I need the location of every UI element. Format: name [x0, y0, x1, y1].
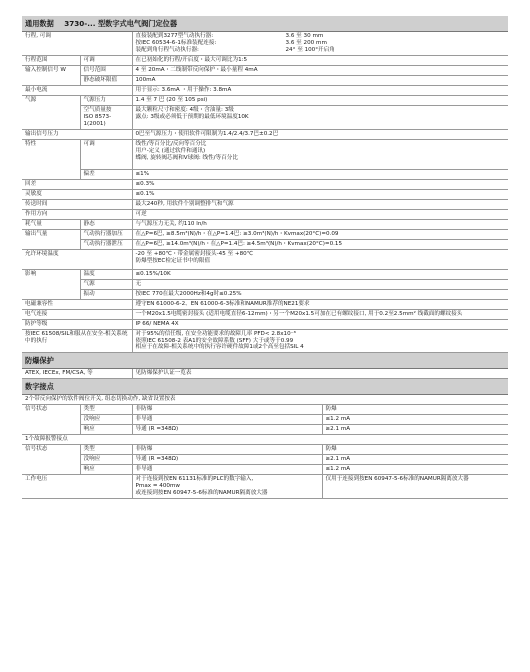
row-output-pressure: 输出信号压力 0巴至气源压力・使用软件可限制为1.4/2.4/3.7巴±0.2巴 [22, 129, 508, 139]
row-signal-resp-2: 响应 非导通 ≤1.2 mA [22, 465, 508, 475]
model-title: 3730-... 型数字式电气阀门定位器 [64, 19, 178, 28]
row-influence-temp: 影响 温度 ≤0.15%/10K [22, 269, 508, 279]
row-air-pressure: 气源 气源压力 1.4 至 7 巴 (20 至 105 psi) [22, 95, 508, 105]
row-travel [22, 32, 508, 56]
row-digital-intro: 2个带反向保护的软件阀位开关, 组态切换动作, 缺省设置按表 [22, 395, 508, 405]
row-input-limit: 静态破坏限值 100mA [22, 75, 508, 85]
row-signal-type-2: 信号状态 类型 非防爆 防爆 [22, 445, 508, 455]
row-deviation: 偏差 ≤1% [22, 169, 508, 179]
row-output-air-exhaust: 气动执行器泄压 在△P=6巴, ≥14.0m³(N)/h・在△P=1.4巴: ≥4.5m³(N)/h・Kvmax(20°C)=0.15 [22, 239, 508, 249]
row-air-quality: 空气质量按 ISO 8573-1(2001) 最大颗粒尺寸和密度: 4级・含油量: 3级 露点: 3级或必须低于预期的最低环境温度10K [22, 105, 508, 129]
row-fault-intro: 1个故障报警接点 [22, 435, 508, 445]
row-sil: 按IEC 61508/SIL和服从在安全-相关系统中的执行 对于95%的信任级, 在安全功能要求的故障几率 PFD< 2.8x10⁻⁸ 依照IEC 61508-2 表A1的安全故障系数 (SFF) 大于或等于0.99 相应于在故障-相关系统中的执行容许硬件故障1或2个高至包括SIL 4 [22, 329, 508, 353]
row-transit-time: 传送时间 最大240秒, 用软件个别调整排气和气源 [22, 199, 508, 209]
row-working-voltage: 工作电压 对于连接到按EN 61131标准的PLC的数字输入, Pmax = 400mw 或连接到按EN 60947-5-6标准的NAMUR隔离放大器 仅用于连接到按EN 60947-5-6标准的NAMUR隔离放大器 [22, 475, 508, 499]
section-header-explosion [22, 353, 508, 369]
row-output-air-supply: 输出气量 气动执行器加压 在△P=6巴, ≥8.5m³(N)/h・在△P=1.4巴: ≥3.0m³(N)/h・Kvmax(20°C)=0.09 [22, 229, 508, 239]
row-sensitivity: 灵敏度 ≤0.1% [22, 189, 508, 199]
section-title-digital: 数字接点 [22, 379, 508, 395]
row-min-current: 最小电流 用于显示: 3.6mA ・用于操作: 3.8mA [22, 85, 508, 95]
spec-table [22, 16, 508, 499]
spec-sheet [22, 16, 508, 499]
label-travel: 行程, 可调 [22, 32, 132, 56]
section-header-digital [22, 379, 508, 395]
row-input-range: 输入控制信号 W 信号范围 4 至 20mA・二线制带反向保护・最小量程 4mA [22, 65, 508, 75]
row-travel-range: 行程范围 可调 在已初始化的行程/开启度・最大可调比为1:5 [22, 55, 508, 65]
row-signal-noresp-1: 没响应 非导通 ≤1.2 mA [22, 415, 508, 425]
row-protection: 防护等级 IP 66/ NEMA 4X [22, 319, 508, 329]
row-ambient: 允许环境温度 -20 至 +80℃・带金属密封接头-45 至 +80℃ 防爆型按EC检定证书中的限值 [22, 249, 508, 269]
row-signal-resp-1: 响应 导通 (R =348Ω) ≥2.1 mA [22, 425, 508, 435]
row-signal-noresp-2: 没响应 导通 (R =348Ω) ≥2.1 mA [22, 455, 508, 465]
row-air-consumption: 耗气量 静态 与气源压力无关, 约110 ln/h [22, 219, 508, 229]
row-hysteresis: 回差 ≤0.3% [22, 179, 508, 189]
row-atex: ATEX, IECEx, FM/CSA, 等 见防爆保护认证一览表 [22, 369, 508, 379]
section-header-general [22, 16, 508, 32]
row-electrical: 电气连接 一个M20x1.5电缆密封接头 (适用电缆直径6-12mm)・另一个M20x1.5可加在已有螺纹接口, 用于0.2至2.5mm² 线截面的螺纹接头 [22, 309, 508, 319]
row-direction: 作用方向 可逆 [22, 209, 508, 219]
section-title-explosion: 防爆保护 [22, 353, 508, 369]
row-signal-type-1: 信号状态 类型 非防爆 防爆 [22, 405, 508, 415]
row-emc: 电磁兼容性 遵守EN 61000-6-2、EN 61000-6-3标准和NAMUR推荐的NE21要求 [22, 299, 508, 309]
row-characteristic: 特性 可调 线性/等百分比/反向等百分比 用户-定义 (通过软件和通讯) 蝶阀, 旋转阀芯阀和V球阀: 线性/等百分比 [22, 139, 508, 169]
row-influence-vibration: 振动 按IEC 770在最大2000Hz和4g时≤0.25% [22, 289, 508, 299]
value-travel: 直接装配到3277型气动执行器: 3.6 至 30 mm 按IEC 60534-6-1标准装配连接: 3.6 至 200 mm 装配到角行程气动执行器: 24° 至 100°开启角 [132, 32, 508, 56]
row-influence-air: 气源 无 [22, 279, 508, 289]
section-title-general: 通用数据 [25, 19, 54, 28]
